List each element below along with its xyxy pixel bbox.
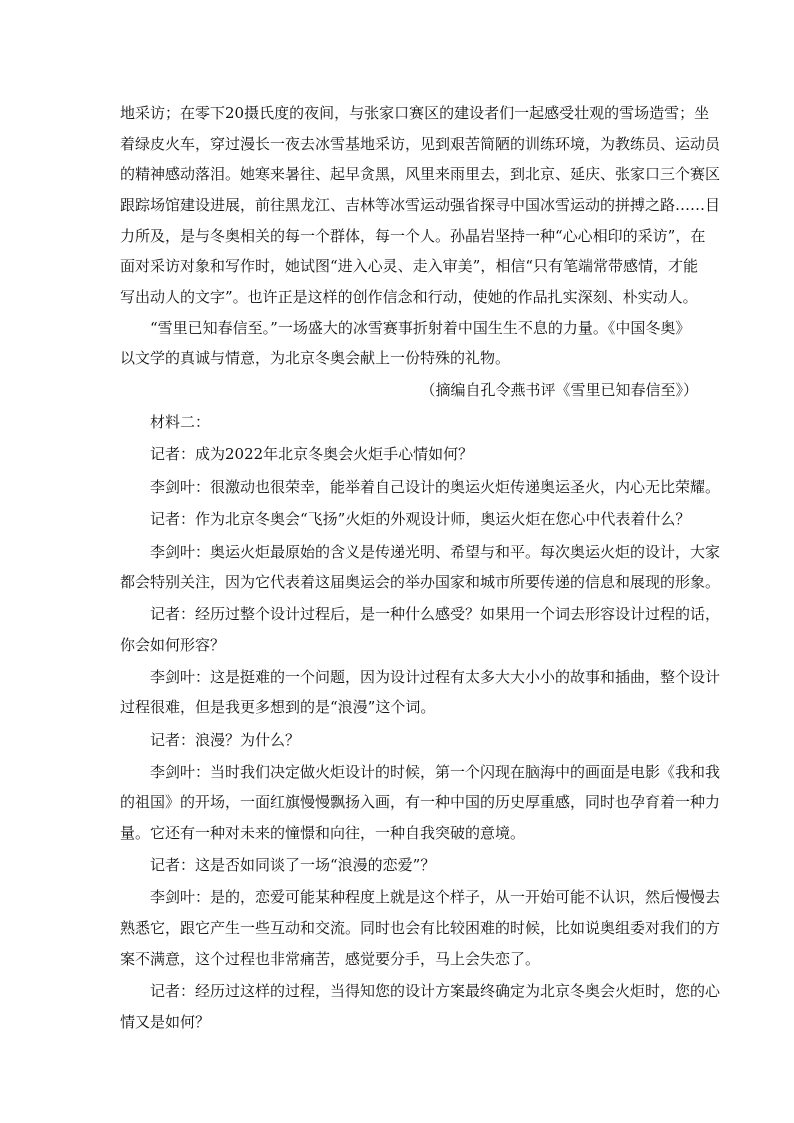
interview-line: 记者：经历过整个设计过程后，是一种什么感受？如果用一个词去形容设计过程的话， [150,605,721,623]
interview-line: 李剑叶：很激动也很荣幸，能举着自己设计的奥运火炬传递奥运圣火，内心无比荣耀。 [150,478,721,496]
interview-line: 量。它还有一种对未来的憧憬和向往，一种自我突破的意境。 [120,824,526,842]
interview-line: 记者：经历过这样的过程，当得知您的设计方案最终确定为北京冬奥会火炬时，您的心 [150,982,721,1000]
interview-line: 案不满意，这个过程也非常痛苦，感觉要分手，马上会失恋了。 [120,950,541,968]
interview-line: 的祖国》的开场，一面红旗慢慢飘扬入画，有一种中国的历史厚重感，同时也孕育着一种力 [120,793,721,811]
interview-line: 李剑叶：这是挺难的一个问题，因为设计过程有太多大大小小的故事和插曲，整个设计 [150,668,721,686]
paragraph-line: 以文学的真诚与情意，为北京冬奥会献上一份特殊的礼物。 [120,349,511,367]
section-heading: 材料二： [150,413,211,431]
interview-line: 情又是如何？ [120,1013,211,1031]
paragraph-line: 面对采访对象和写作时，她试图“进入心灵、走入审美”，相信“只有笔端常带感情，才能 [120,257,699,275]
paragraph-line: 跟踪场馆建设进展，前往黑龙江、吉林等冰雪运动强省探寻中国冰雪运动的拼搏之路……目 [120,196,721,214]
interview-line: 记者：浪漫？为什么？ [150,731,301,749]
interview-line: 李剑叶：当时我们决定做火炬设计的时候，第一个闪现在脑海中的画面是电影《我和我 [150,763,721,781]
paragraph-line: 的精神感动落泪。她寒来暑往、起早贪黑，风里来雨里去，到北京、延庆、张家口三个赛区 [120,165,721,183]
paragraph-line: “雪里已知春信至。”一场盛大的冰雪赛事折射着中国生生不息的力量。《中国冬奥》 [150,319,691,337]
interview-line: 熟悉它，跟它产生一些互动和交流。同时也会有比较困难的时候，比如说奥组委对我们的方 [120,919,721,937]
source-citation: （摘编自孔令燕书评《雪里已知春信至》） [420,381,698,399]
interview-line: 过程很难，但是我更多想到的是“浪漫”这个词。 [120,698,436,716]
interview-line: 记者：作为北京冬奥会“飞扬”火炬的外观设计师，奥运火炬在您心中代表着什么？ [150,510,691,528]
interview-line: 李剑叶：奥运火炬最原始的含义是传递光明、希望与和平。每次奥运火炬的设计，大家 [150,543,721,561]
paragraph-line: 写出动人的文字”。也许正是这样的创作信念和行动，使她的作品扎实深刻、朴实动人。 [120,288,698,306]
interview-line: 记者：这是否如同谈了一场“浪漫的恋爱”？ [150,856,436,874]
interview-line: 记者：成为2022年北京冬奥会火炬手心情如何？ [150,445,474,463]
interview-line: 李剑叶：是的，恋爱可能某种程度上就是这个样子，从一开始可能不认识，然后慢慢去 [150,888,721,906]
paragraph-line: 着绿皮火车，穿过漫长一夜去冰雪基地采访，见到艰苦简陋的训练环境，为教练员、运动员 [120,135,721,153]
interview-line: 都会特别关注，因为它代表着这届奥运会的举办国家和城市所要传递的信息和展现的形象。 [120,573,721,591]
paragraph-line: 地采访；在零下20摄氏度的夜间，与张家口赛区的建设者们一起感受壮观的雪场造雪；坐 [120,104,710,122]
paragraph-line: 力所及，是与冬奥相关的每一个群体，每一个人。孙晶岩坚持一种“心心相印的采访”，在 [120,227,706,245]
interview-line: 你会如何形容？ [120,636,226,654]
